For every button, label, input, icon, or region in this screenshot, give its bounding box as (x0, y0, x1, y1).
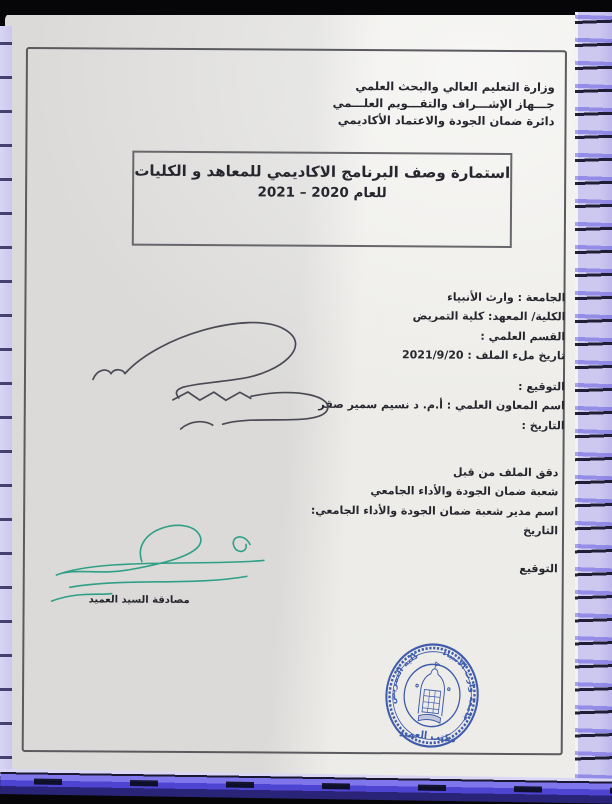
form-year: للعام 2020 – 2021 (257, 184, 387, 202)
scan-edge-right (575, 12, 612, 792)
audit-signature-label: التوقيع (519, 562, 558, 576)
audit-checked-by: دقق الملف من قبل (453, 465, 559, 480)
scientific-assistant-signature (83, 307, 349, 439)
field-assistant-name: اسم المعاون العلمي : أ.م. د نسيم سمير صقر (318, 398, 565, 413)
dean-endorsement-caption: مصادقة السيد العميد (88, 594, 190, 607)
field-file-date: تاريخ ملء الملف : 2021/9/20 (401, 348, 566, 363)
scan-edge-left (0, 26, 12, 776)
ministry-header (333, 78, 555, 130)
field-signature: التوقيع : (518, 380, 565, 394)
audit-division: شعبة ضمان الجودة والأداء الجامعي (370, 484, 559, 499)
page-frame (22, 47, 567, 755)
audit-date: التاريخ (523, 524, 559, 538)
stamp-university-text: جامعة وارث الأنبياء (441, 646, 478, 725)
header-line-supervision: جـــهاز الإشـــراف والتقـــويم العلـــمي (332, 95, 555, 112)
header-line-ministry: وزارة التعليم العالي والبحث العلمي (355, 79, 555, 95)
stamp-office-text: مكتب العميد (398, 727, 457, 746)
audit-manager-name: اسم مدير شعبة ضمان الجودة والأداء الجامعي: (310, 503, 559, 519)
stamp-college-text: كلية التمريض (387, 649, 420, 705)
approval-fields (318, 376, 565, 436)
title-box (132, 151, 513, 248)
field-date: التاريخ : (521, 418, 565, 433)
field-college: الكلية/ المعهد: كلية التمريض (412, 309, 566, 324)
info-fields (402, 287, 566, 366)
field-department: القسم العلمي : (480, 329, 566, 344)
form-title: استمارة وصف البرنامج الاكاديمي للمعاهد و الكليات (134, 161, 511, 182)
scan-top-strip (0, 0, 612, 15)
dean-office-stamp (374, 632, 490, 759)
header-line-quality-dept: دائرة ضمان الجودة والاعتماد الأكاديمي (337, 112, 555, 129)
field-university: الجامعة : وارث الأنبياء (447, 290, 566, 305)
audit-fields (311, 462, 559, 541)
